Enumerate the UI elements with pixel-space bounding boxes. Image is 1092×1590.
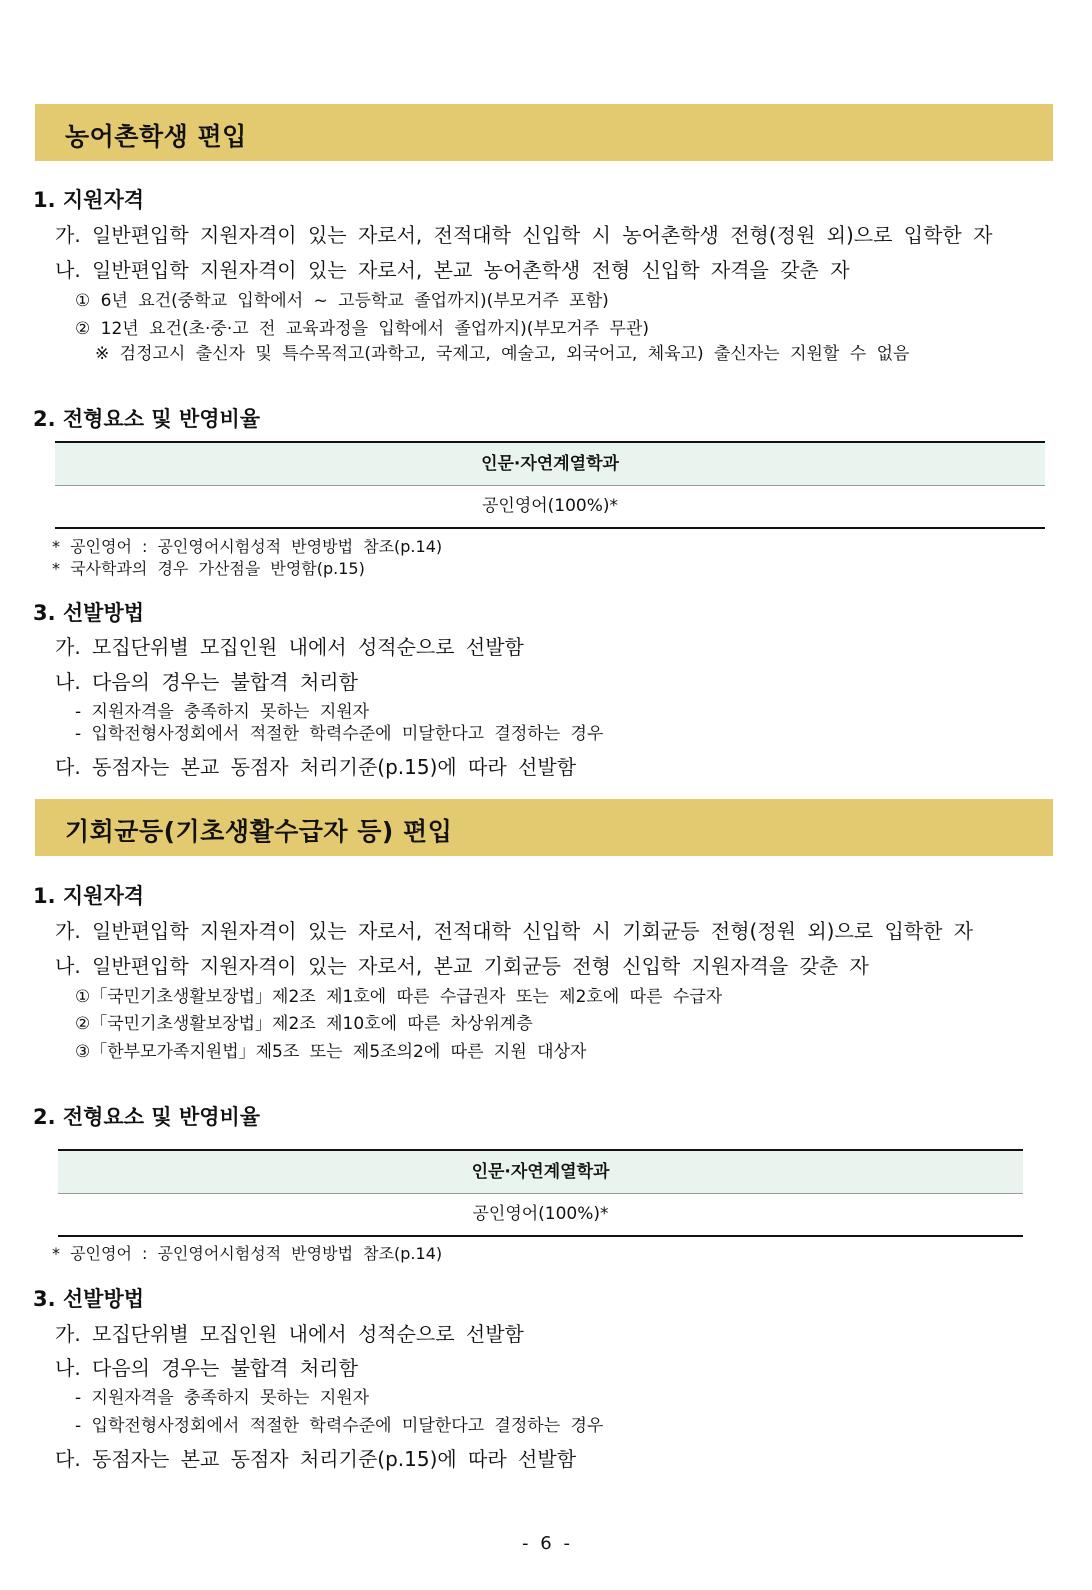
qual-item: 나. 일반편입학 지원자격이 있는 자로서, 본교 기회균등 전형 신입학 지원자격을 갖춘 자	[55, 954, 869, 978]
qual-item: 가. 일반편입학 지원자격이 있는 자로서, 전적대학 신입학 시 농어촌학생 전형(정원 외)으로 입학한 자	[55, 223, 993, 247]
selection-item: 다. 동점자는 본교 동점자 처리기준(p.15)에 따라 선발함	[55, 1447, 577, 1471]
heading-elements: 2. 전형요소 및 반영비율	[33, 1105, 261, 1129]
heading-qualification: 1. 지원자격	[33, 884, 145, 908]
selection-item: 다. 동점자는 본교 동점자 처리기준(p.15)에 따라 선발함	[55, 755, 577, 779]
selection-item: 가. 모집단위별 모집인원 내에서 성적순으로 선발함	[55, 635, 524, 659]
table-note: * 공인영어 : 공인영어시험성적 반영방법 참조(p.14)	[52, 537, 443, 556]
selection-item: 나. 다음의 경우는 불합격 처리함	[55, 670, 358, 694]
selection-item: 가. 모집단위별 모집인원 내에서 성적순으로 선발함	[55, 1322, 524, 1346]
table-header: 인문·자연계열학과	[55, 443, 1045, 486]
ratio-table	[55, 441, 1045, 529]
section-banner-equal-opportunity	[35, 799, 1053, 856]
table-header: 인문·자연계열학과	[58, 1151, 1023, 1194]
heading-selection: 3. 선발방법	[33, 1287, 145, 1311]
qual-sub-item: ③「한부모가족지원법」제5조 또는 제5조의2에 따른 지원 대상자	[75, 1042, 587, 1062]
heading-elements: 2. 전형요소 및 반영비율	[33, 407, 261, 431]
qual-remark: ※ 검정고시 출신자 및 특수목적고(과학고, 국제고, 예술고, 외국어고, 체육고) 출신자는 지원할 수 없음	[95, 344, 910, 364]
heading-selection: 3. 선발방법	[33, 601, 145, 625]
page-number: - 6 -	[522, 1533, 570, 1554]
qual-item: 가. 일반편입학 지원자격이 있는 자로서, 전적대학 신입학 시 기회균등 전형(정원 외)으로 입학한 자	[55, 919, 974, 943]
selection-dash-item: - 입학전형사정회에서 적절한 학력수준에 미달한다고 결정하는 경우	[75, 1416, 604, 1436]
heading-qualification: 1. 지원자격	[33, 188, 145, 212]
table-cell: 공인영어(100%)*	[472, 1204, 609, 1224]
qual-sub-item: ②「국민기초생활보장법」제2조 제10호에 따른 차상위계층	[75, 1014, 533, 1034]
table-note: * 국사학과의 경우 가산점을 반영함(p.15)	[52, 559, 365, 578]
selection-dash-item: - 지원자격을 충족하지 못하는 지원자	[75, 1388, 370, 1408]
table-cell: 공인영어(100%)*	[481, 496, 619, 516]
section-title: 농어촌학생 편입	[65, 122, 247, 151]
selection-dash-item: - 지원자격을 충족하지 못하는 지원자	[75, 702, 370, 722]
ratio-table	[58, 1149, 1023, 1237]
section-banner-rural	[35, 104, 1053, 161]
qual-sub-item: ① 6년 요건(중학교 입학에서 ~ 고등학교 졸업까지)(부모거주 포함)	[75, 291, 609, 311]
table-note: * 공인영어 : 공인영어시험성적 반영방법 참조(p.14)	[52, 1244, 443, 1263]
qual-item: 나. 일반편입학 지원자격이 있는 자로서, 본교 농어촌학생 전형 신입학 자격을 갖춘 자	[55, 258, 850, 282]
qual-sub-item: ①「국민기초생활보장법」제2조 제1호에 따른 수급권자 또는 제2호에 따른 수급자	[75, 987, 723, 1007]
selection-item: 나. 다음의 경우는 불합격 처리함	[55, 1356, 358, 1380]
selection-dash-item: - 입학전형사정회에서 적절한 학력수준에 미달한다고 결정하는 경우	[75, 724, 604, 744]
section-title: 기회균등(기초생활수급자 등) 편입	[65, 817, 453, 846]
qual-sub-item: ② 12년 요건(초·중·고 전 교육과정을 입학에서 졸업까지)(부모거주 무관)	[75, 319, 650, 339]
